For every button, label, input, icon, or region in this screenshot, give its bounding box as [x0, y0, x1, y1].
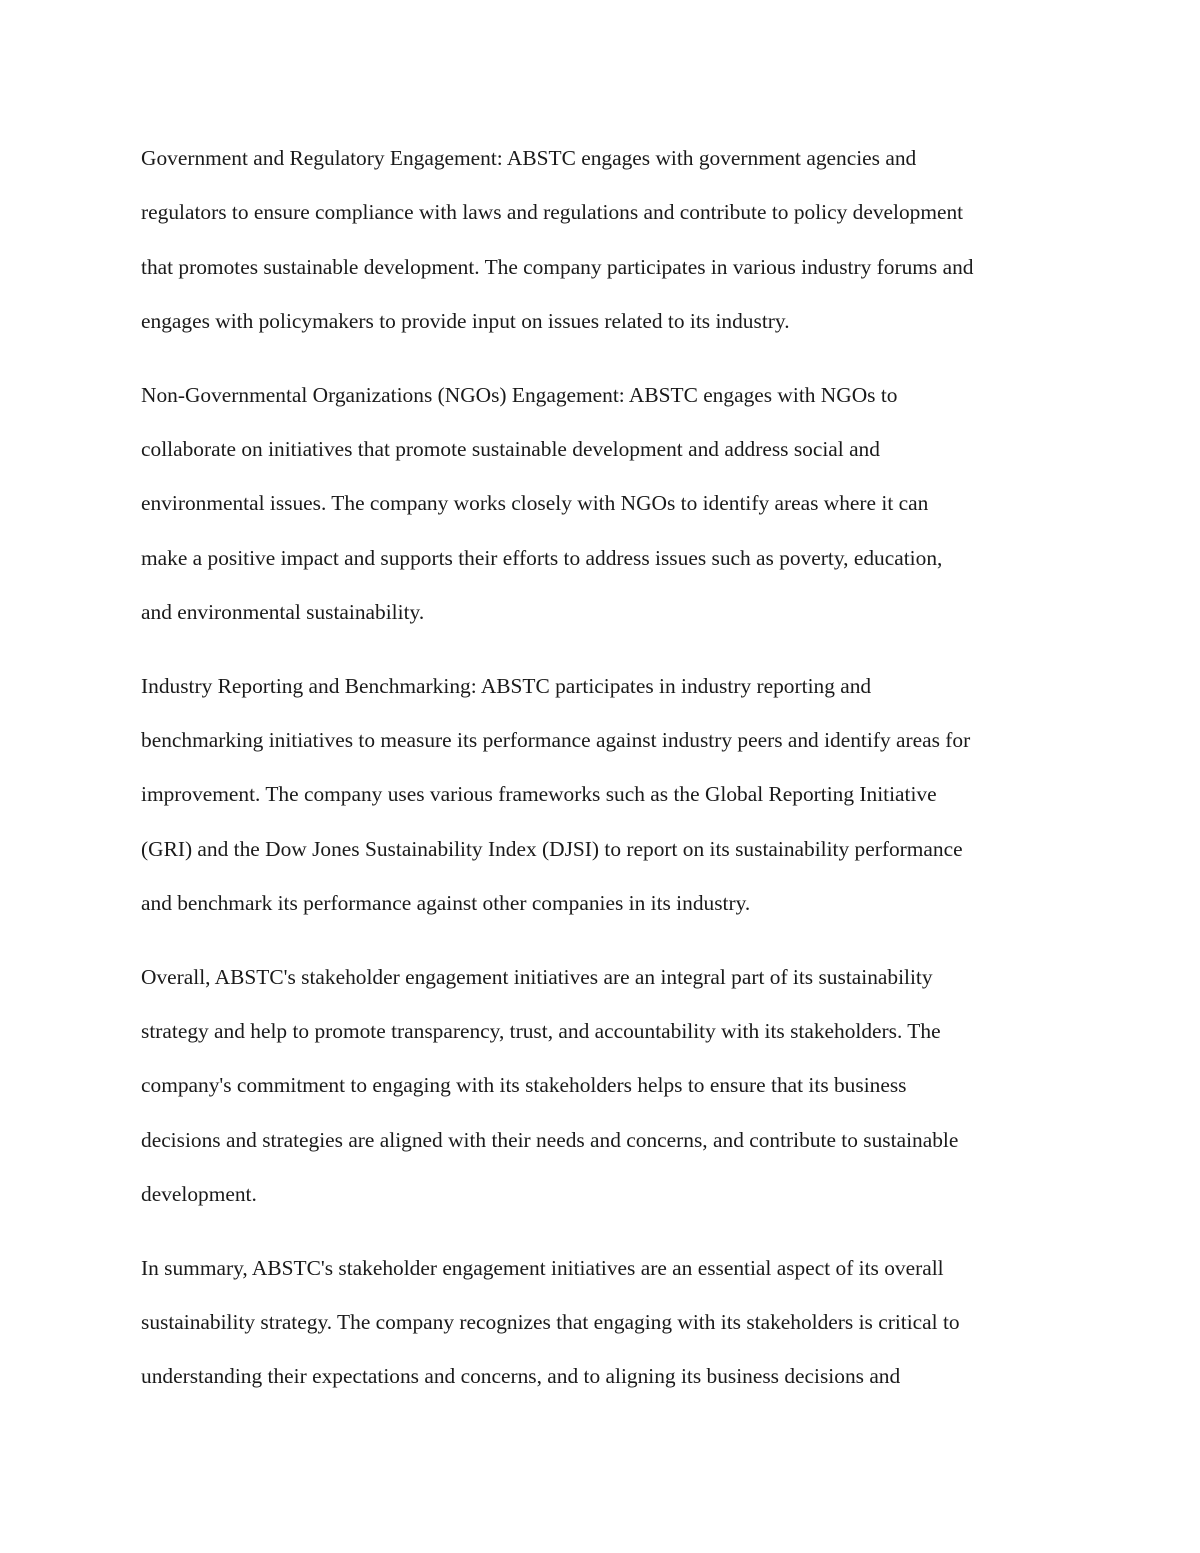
paragraph-overall	[141, 950, 1071, 1221]
text-line: Industry Reporting and Benchmarking: ABSTC participates in industry reporting and	[141, 673, 872, 698]
text-line: strategy and help to promote transparency, trust, and accountability with its stakeholders. The	[141, 1018, 941, 1043]
paragraph-industry-reporting	[141, 659, 1071, 930]
text-line: company's commitment to engaging with its stakeholders helps to ensure that its business	[141, 1073, 907, 1098]
text-line: sustainability strategy. The company recognizes that engaging with its stakeholders is critical to	[141, 1309, 960, 1334]
text-line: benchmarking initiatives to measure its performance against industry peers and identify areas for	[141, 727, 971, 752]
text-line: (GRI) and the Dow Jones Sustainability Index (DJSI) to report on its sustainability performance	[141, 836, 963, 861]
text-line: regulators to ensure compliance with laws and regulations and contribute to policy development	[141, 200, 964, 225]
text-line: make a positive impact and supports their efforts to address issues such as poverty, education,	[141, 545, 943, 570]
paragraph-spacer	[141, 348, 1071, 368]
text-line: improvement. The company uses various frameworks such as the Global Reporting Initiative	[141, 782, 937, 807]
text-line: Non-Governmental Organizations (NGOs) Engagement: ABSTC engages with NGOs to	[141, 382, 898, 407]
paragraph-spacer	[141, 930, 1071, 950]
text-line: development.	[141, 1181, 257, 1206]
text-line: Overall, ABSTC's stakeholder engagement initiatives are an integral part of its sustainability	[141, 964, 933, 989]
text-line: In summary, ABSTC's stakeholder engagement initiatives are an essential aspect of its overall	[141, 1255, 944, 1280]
paragraph-ngo-engagement	[141, 368, 1071, 639]
text-line: decisions and strategies are aligned with their needs and concerns, and contribute to sustainable	[141, 1127, 959, 1152]
text-line: Government and Regulatory Engagement: ABSTC engages with government agencies and	[141, 146, 917, 170]
document-body	[141, 131, 1071, 1404]
text-line: that promotes sustainable development. The company participates in various industry forums and	[141, 254, 974, 279]
paragraph-summary	[141, 1241, 1071, 1404]
paragraph-spacer	[141, 1221, 1071, 1241]
paragraph-government-engagement	[141, 131, 1071, 348]
text-line: engages with policymakers to provide input on issues related to its industry.	[141, 308, 790, 333]
text-line: collaborate on initiatives that promote sustainable development and address social and	[141, 436, 880, 461]
paragraph-spacer	[141, 639, 1071, 659]
text-line: and environmental sustainability.	[141, 599, 425, 624]
text-line: environmental issues. The company works closely with NGOs to identify areas where it can	[141, 491, 929, 516]
text-line: and benchmark its performance against other companies in its industry.	[141, 890, 751, 915]
text-line: understanding their expectations and concerns, and to aligning its business decisions and	[141, 1364, 901, 1389]
